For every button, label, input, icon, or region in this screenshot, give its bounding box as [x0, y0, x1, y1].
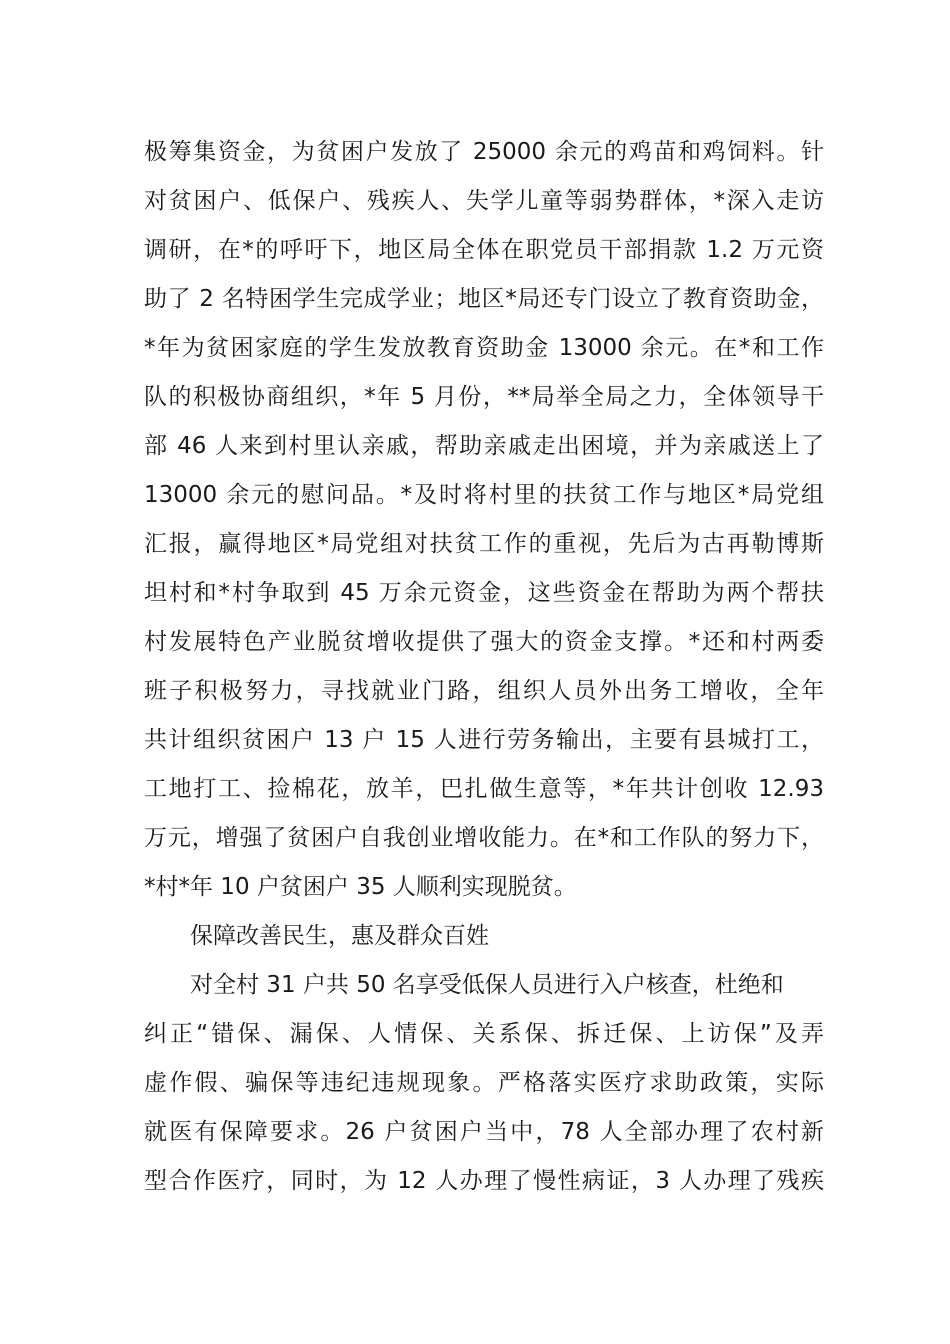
text-line: 极筹集资金，为贫困户发放了 25000 余元的鸡苗和鸡饲料。针: [144, 139, 824, 165]
text-line: *村*年 10 户贫困户 35 人顺利实现脱贫。: [144, 874, 577, 900]
text-line: 纠正“错保、漏保、人情保、关系保、拆迁保、上访保”及弄: [144, 1021, 824, 1047]
text-line: 共计组织贫困户 13 户 15 人进行劳务输出，主要有县城打工，: [144, 727, 824, 753]
text-line: 对贫困户、低保户、残疾人、失学儿童等弱势群体，*深入走访: [144, 188, 824, 214]
text-line: 虚作假、骗保等违纪违规现象。严格落实医疗求助政策，实际: [144, 1070, 824, 1096]
text-line: 万元，增强了贫困户自我创业增收能力。在*和工作队的努力下，: [144, 825, 824, 851]
text-line: 工地打工、捡棉花，放羊，巴扎做生意等，*年共计创收 12.93: [144, 776, 824, 802]
text-line: 对全村 31 户共 50 名享受低保人员进行入户核查，杜绝和: [190, 972, 784, 998]
text-line: 助了 2 名特困学生完成学业；地区*局还专门设立了教育资助金，: [144, 286, 824, 312]
text-line: 汇报，赢得地区*局党组对扶贫工作的重视，先后为古再勒博斯: [144, 531, 824, 557]
text-line: 型合作医疗，同时，为 12 人办理了慢性病证，3 人办理了残疾: [144, 1168, 824, 1194]
text-line: 调研，在*的呼吁下，地区局全体在职党员干部捐款 1.2 万元资: [144, 237, 824, 263]
section-heading: 保障改善民生，惠及群众百姓: [190, 923, 489, 949]
body-text: [144, 128, 824, 1206]
text-line: 班子积极努力，寻找就业门路，组织人员外出务工增收，全年: [144, 678, 824, 704]
text-line: *年为贫困家庭的学生发放教育资助金 13000 余元。在*和工作: [144, 335, 824, 361]
text-line: 就医有保障要求。26 户贫困户当中，78 人全部办理了农村新: [144, 1119, 824, 1145]
text-line: 村发展特色产业脱贫增收提供了强大的资金支撑。*还和村两委: [144, 629, 824, 655]
text-line: 部 46 人来到村里认亲戚，帮助亲戚走出困境，并为亲戚送上了: [144, 433, 824, 459]
text-line: 坦村和*村争取到 45 万余元资金，这些资金在帮助为两个帮扶: [144, 580, 824, 606]
text-line: 队的积极协商组织，*年 5 月份，**局举全局之力，全体领导干: [144, 384, 824, 410]
text-line: 13000 余元的慰问品。*及时将村里的扶贫工作与地区*局党组: [144, 482, 824, 508]
